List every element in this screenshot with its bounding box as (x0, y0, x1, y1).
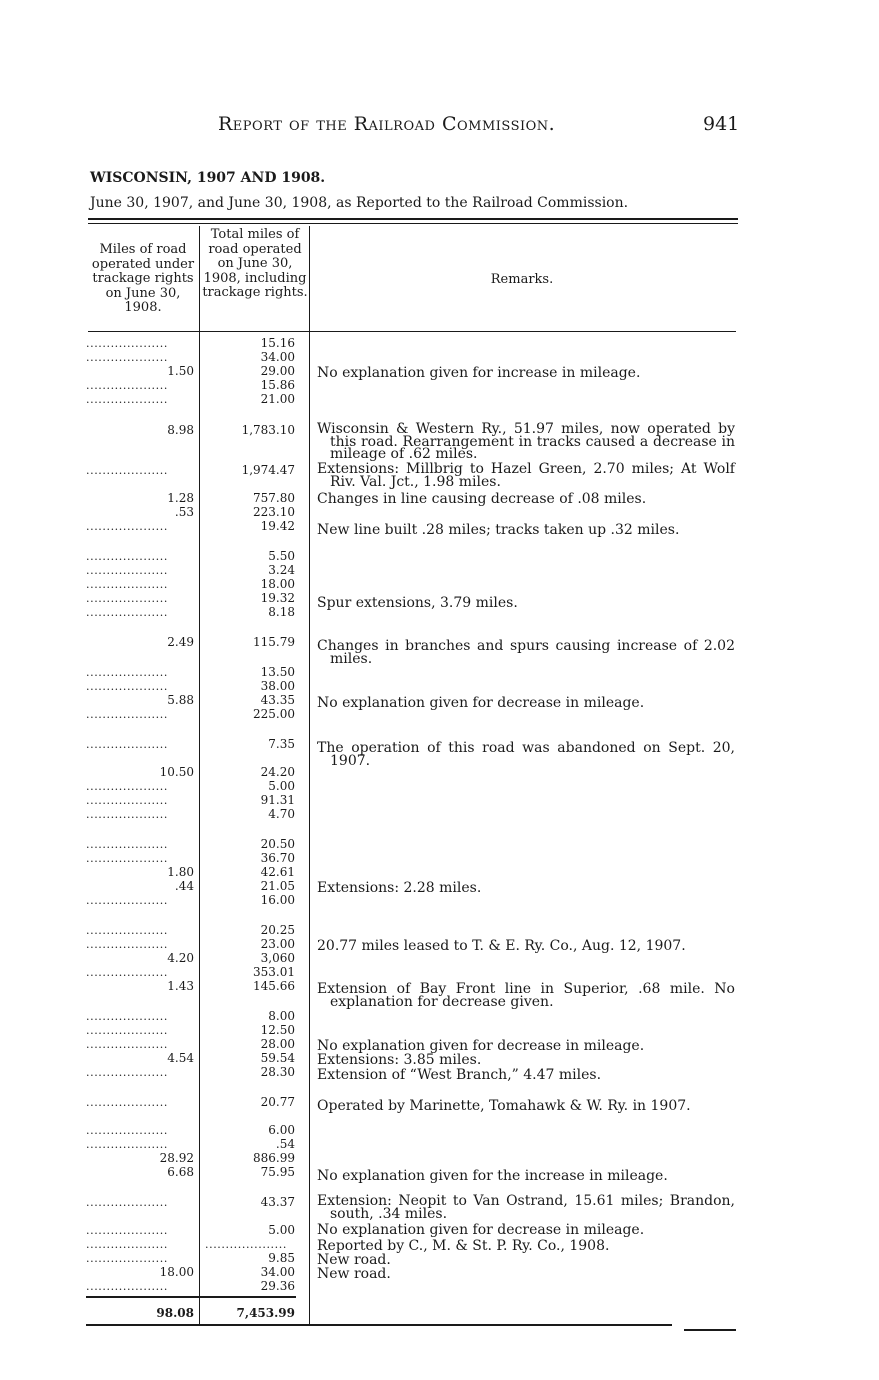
table-row (0, 392, 879, 407)
total-miles-cell: 15.16 (260, 336, 295, 350)
trackage-miles-cell: .................... (86, 894, 168, 907)
table-row (0, 807, 879, 822)
total-miles-cell: 5.00 (268, 1223, 295, 1237)
total-miles-cell: .................... (205, 1238, 287, 1251)
remark-entry (317, 882, 735, 895)
total-miles-cell: 19.42 (260, 519, 295, 533)
trackage-miles-cell: .................... (86, 578, 168, 591)
remark-entry (317, 640, 735, 665)
table-subtitle: June 30, 1907, and June 30, 1908, as Reported to the Railroad Commission. (90, 195, 629, 211)
trackage-miles-cell: .................... (86, 564, 168, 577)
trackage-miles-cell: .................... (86, 666, 168, 679)
total-miles-cell: .54 (275, 1137, 295, 1151)
total-miles-cell: 91.31 (260, 793, 295, 807)
total-miles-cell: 15.86 (260, 378, 295, 392)
remark-entry (317, 1195, 735, 1220)
remark-entry (317, 1254, 735, 1267)
total-miles-cell: 20.50 (260, 837, 295, 851)
total-miles-cell: 19.32 (260, 591, 295, 605)
page-number: 941 (703, 113, 740, 135)
table-row (0, 1123, 879, 1138)
trackage-miles-cell: .................... (86, 1138, 168, 1151)
remark-entry (317, 524, 735, 537)
remark-text: Reported by C., M. & St. P. Ry. Co., 1908. (317, 1238, 610, 1254)
trackage-miles-cell: .................... (86, 606, 168, 619)
column-head-trackage: Miles of road operated under trackage rights on June 30, 1908. (91, 242, 195, 315)
remark-text: Extension: Neopit to Van Ostrand, 15.61 miles; Brandon, south, .34 miles. (317, 1193, 735, 1222)
total-miles-cell: 28.00 (260, 1037, 295, 1051)
total-miles-cell: 3,060 (260, 951, 295, 965)
trackage-miles-cell: .................... (86, 1280, 168, 1293)
total-miles-cell: 886.99 (253, 1151, 295, 1165)
table-row (0, 965, 879, 980)
total-miles-cell: 757.80 (253, 491, 295, 505)
table-row (0, 837, 879, 852)
column-head-remarks: Remarks. (490, 272, 554, 287)
trackage-miles-cell: 8.98 (167, 423, 194, 437)
remark-entry (317, 983, 735, 1008)
trackage-miles-cell: .................... (86, 351, 168, 364)
trackage-miles-cell: 2.49 (167, 635, 194, 649)
totals-row (0, 1306, 879, 1321)
table-row (0, 563, 879, 578)
total-miles-cell: 1,783.10 (241, 423, 295, 437)
total-miles-cell: 7.35 (268, 737, 295, 751)
trackage-miles-cell: .................... (86, 379, 168, 392)
table-row (0, 1279, 879, 1294)
running-title: Report of the Railroad Commission. (218, 113, 556, 135)
remark-text: Wisconsin & Western Ry., 51.97 miles, now operated by this road. Rearrangement in tracks caused a decrease in mileage of .62 miles. (317, 421, 735, 462)
trackage-miles-cell: .................... (86, 838, 168, 851)
trackage-miles-cell: 1.28 (167, 491, 194, 505)
total-miles-cell: 145.66 (253, 979, 295, 993)
remark-text: The operation of this road was abandoned on Sept. 20, 1907. (317, 740, 735, 769)
table-row (0, 851, 879, 866)
remark-text: New road. (317, 1266, 391, 1282)
remark-entry (317, 1054, 735, 1067)
trackage-miles-cell: .................... (86, 794, 168, 807)
total-miles-cell: 24.20 (260, 765, 295, 779)
top-rule-thick (88, 218, 738, 220)
total-miles-cell: 8.18 (268, 605, 295, 619)
trackage-miles-cell: 28.92 (159, 1151, 194, 1165)
remark-entry (317, 367, 735, 380)
remark-text: Changes in branches and spurs causing increase of 2.02 miles. (317, 638, 735, 667)
remark-text: 20.77 miles leased to T. & E. Ry. Co., Aug. 12, 1907. (317, 938, 686, 954)
remark-text: Extensions: 3.85 miles. (317, 1052, 482, 1068)
trackage-miles-cell: .................... (86, 780, 168, 793)
trackage-miles-cell: .................... (86, 1096, 168, 1109)
trackage-miles-cell: .................... (86, 1066, 168, 1079)
total-miles-cell: 38.00 (260, 679, 295, 693)
page-header (0, 113, 879, 143)
total-miles-cell: 59.54 (260, 1051, 295, 1065)
remark-text: Operated by Marinette, Tomahawk & W. Ry. in 1907. (317, 1098, 691, 1114)
total-miles-cell: 28.30 (260, 1065, 295, 1079)
trackage-miles-cell: .................... (86, 738, 168, 751)
bottom-rule (86, 1324, 672, 1326)
table-row (0, 549, 879, 564)
table-row (0, 679, 879, 694)
total-miles-cell: 29.00 (260, 364, 295, 378)
trackage-miles-cell: .53 (174, 505, 194, 519)
table-row (0, 350, 879, 365)
remark-entry (317, 1240, 735, 1253)
trackage-miles-cell: .................... (86, 1124, 168, 1137)
remark-text: Changes in line causing decrease of .08 miles. (317, 491, 647, 507)
total-miles-cell: 21.05 (260, 879, 295, 893)
remark-text: No explanation given for decrease in mileage. (317, 695, 645, 711)
table-row (0, 1023, 879, 1038)
total-miles-cell: 8.00 (268, 1009, 295, 1023)
total-miles-cell: 21.00 (260, 392, 295, 406)
table-row (0, 665, 879, 680)
trackage-miles-cell: .................... (86, 966, 168, 979)
trackage-miles-cell: .................... (86, 1238, 168, 1251)
total-miles-cell: 23.00 (260, 937, 295, 951)
table-row (0, 1137, 879, 1152)
trackage-miles-cell: 18.00 (159, 1265, 194, 1279)
remark-entry (317, 1069, 735, 1082)
total-trackage-miles: 98.08 (156, 1306, 194, 1320)
trackage-miles-cell: .44 (174, 879, 194, 893)
table-row (0, 923, 879, 938)
trackage-miles-cell: .................... (86, 550, 168, 563)
remark-entry (317, 493, 735, 506)
total-miles-cell: 12.50 (260, 1023, 295, 1037)
remark-entry (317, 1040, 735, 1053)
total-miles-cell: 34.00 (260, 350, 295, 364)
remark-entry (317, 742, 735, 767)
remark-text: No explanation given for decrease in mileage. (317, 1222, 645, 1238)
remark-entry (317, 697, 735, 710)
table-row (0, 1009, 879, 1024)
trackage-miles-cell: .................... (86, 1224, 168, 1237)
table-row (0, 1151, 879, 1166)
total-miles-cell: 9.85 (268, 1251, 295, 1265)
remark-text: No explanation given for the increase in mileage. (317, 1168, 668, 1184)
total-miles-cell: 20.25 (260, 923, 295, 937)
trackage-miles-cell: 6.68 (167, 1165, 194, 1179)
total-miles-cell: 18.00 (260, 577, 295, 591)
remark-entry (317, 1268, 735, 1281)
table-title: WISCONSIN, 1907 AND 1908. (90, 170, 326, 186)
trackage-miles-cell: 5.88 (167, 693, 194, 707)
total-miles-cell: 223.10 (253, 505, 295, 519)
total-miles-cell: 42.61 (260, 865, 295, 879)
trackage-miles-cell: .................... (86, 924, 168, 937)
trackage-miles-cell: .................... (86, 464, 168, 477)
trackage-miles-cell: .................... (86, 592, 168, 605)
trackage-miles-cell: .................... (86, 1196, 168, 1209)
total-miles-cell: 36.70 (260, 851, 295, 865)
total-miles-cell: 5.50 (268, 549, 295, 563)
total-miles-cell: 225.00 (253, 707, 295, 721)
trackage-miles-cell: .................... (86, 708, 168, 721)
remark-text: No explanation given for decrease in mileage. (317, 1038, 645, 1054)
total-miles-cell: 4.70 (268, 807, 295, 821)
trackage-miles-cell: 4.20 (167, 951, 194, 965)
head-bottom-rule (88, 331, 736, 332)
total-miles-cell: 20.77 (260, 1095, 295, 1109)
trackage-miles-cell: .................... (86, 808, 168, 821)
total-miles-cell: 5.00 (268, 779, 295, 793)
total-miles-cell: 13.50 (260, 665, 295, 679)
remark-text: No explanation given for increase in mileage. (317, 365, 641, 381)
remark-text: Extensions: Millbrig to Hazel Green, 2.70 miles; At Wolf Riv. Val. Jct., 1.98 miles. (317, 461, 735, 490)
trackage-miles-cell: .................... (86, 852, 168, 865)
remark-text: Extensions: 2.28 miles. (317, 880, 482, 896)
total-miles-cell: 16.00 (260, 893, 295, 907)
total-miles-cell: 6.00 (268, 1123, 295, 1137)
total-miles-cell: 34.00 (260, 1265, 295, 1279)
trackage-miles-cell: 4.54 (167, 1051, 194, 1065)
total-miles-cell: 29.36 (260, 1279, 295, 1293)
table-row (0, 577, 879, 592)
trackage-miles-cell: .................... (86, 393, 168, 406)
table-row (0, 793, 879, 808)
total-miles-cell: 353.01 (253, 965, 295, 979)
table-row (0, 336, 879, 351)
remark-entry (317, 1170, 735, 1183)
column-head-total: Total miles of road operated on June 30, 1908, including trackage rights. (202, 227, 308, 300)
total-miles-cell: 3.24 (268, 563, 295, 577)
table-row (0, 765, 879, 780)
remark-text: Extension of Bay Front line in Superior, .68 mile. No explanation for decrease given. (317, 981, 735, 1010)
remark-text: New road. (317, 1252, 391, 1268)
total-miles-cell: 115.79 (253, 635, 295, 649)
total-miles-cell: 43.35 (260, 693, 295, 707)
total-miles-cell: 1,974.47 (241, 463, 295, 477)
trackage-miles-cell: .................... (86, 1038, 168, 1051)
trackage-miles-cell: .................... (86, 520, 168, 533)
remark-text: New line built .28 miles; tracks taken up .32 miles. (317, 522, 680, 538)
total-miles-cell: 43.37 (260, 1195, 295, 1209)
top-rule-thin (88, 223, 738, 224)
total-miles-cell: 75.95 (260, 1165, 295, 1179)
trackage-miles-cell: 1.50 (167, 364, 194, 378)
totals-rule (86, 1296, 296, 1298)
remark-entry (317, 940, 735, 953)
bottom-rule-right (684, 1329, 736, 1331)
trackage-miles-cell: .................... (86, 337, 168, 350)
table-row (0, 779, 879, 794)
trackage-miles-cell: .................... (86, 1252, 168, 1265)
trackage-miles-cell: .................... (86, 938, 168, 951)
remark-text: Extension of “West Branch,” 4.47 miles. (317, 1067, 602, 1083)
remark-entry (317, 1224, 735, 1237)
remark-entry (317, 423, 735, 461)
table-row (0, 505, 879, 520)
remark-entry (317, 1100, 735, 1113)
trackage-miles-cell: 1.43 (167, 979, 194, 993)
total-miles-operated: 7,453.99 (236, 1306, 295, 1320)
remark-text: Spur extensions, 3.79 miles. (317, 595, 518, 611)
table-row (0, 865, 879, 880)
trackage-miles-cell: 10.50 (159, 765, 194, 779)
remark-entry (317, 597, 735, 610)
remark-entry (317, 463, 735, 488)
trackage-miles-cell: .................... (86, 1024, 168, 1037)
trackage-miles-cell: .................... (86, 680, 168, 693)
trackage-miles-cell: 1.80 (167, 865, 194, 879)
trackage-miles-cell: .................... (86, 1010, 168, 1023)
